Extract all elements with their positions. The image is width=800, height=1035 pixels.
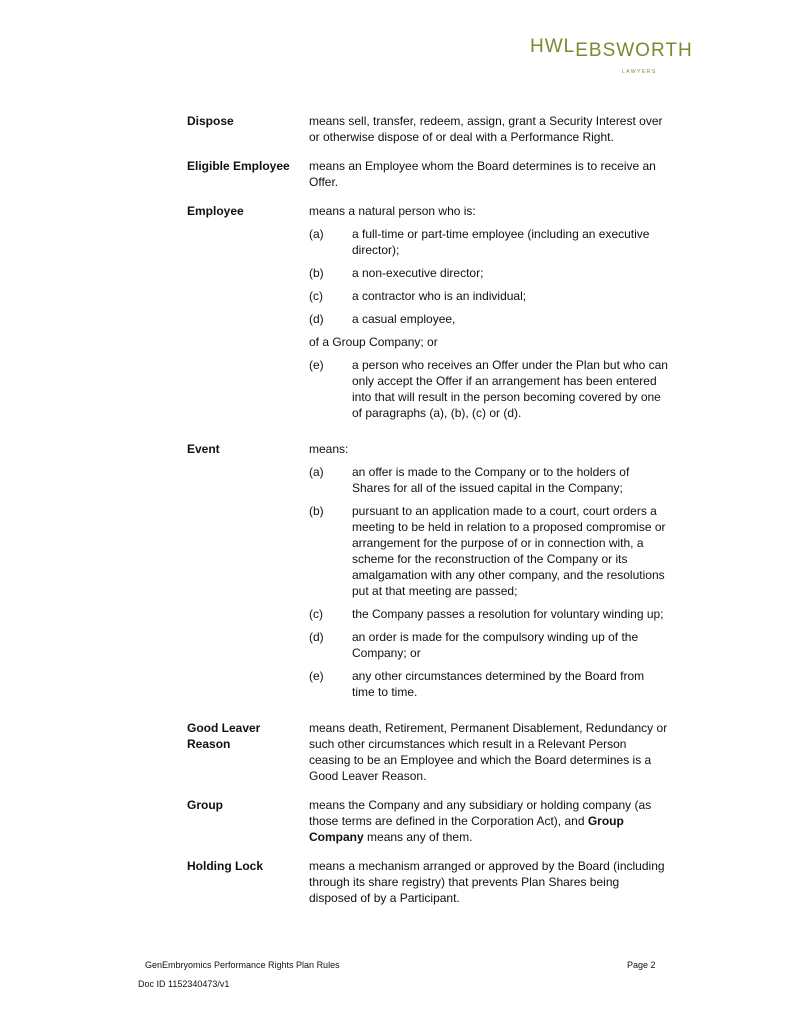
- definition-group: [187, 797, 677, 845]
- definition-text: means death, Retirement, Permanent Disablement, Redundancy or such other circumstances which result in a Relevant Person ceasing to be an Employee and which the Board determines is a Good Leaver Reason.: [309, 721, 668, 783]
- definition-text: means any of them.: [363, 830, 473, 844]
- hwl-ebsworth-logo: [530, 36, 693, 80]
- term-line: Good Leaver: [187, 721, 261, 735]
- definition-text: means sell, transfer, redeem, assign, grant a Security Interest over or otherwise dispose of or deal with a Performance Right.: [309, 114, 663, 144]
- item-label: (b): [309, 266, 324, 280]
- item-text: a casual employee,: [352, 312, 456, 326]
- definition-dispose: [187, 113, 677, 145]
- item-label: (c): [309, 289, 323, 303]
- item-label: (b): [309, 504, 324, 518]
- definition-employee: [187, 203, 677, 428]
- item-text: any other circumstances determined by the Board from time to time.: [352, 669, 645, 699]
- item-text: a contractor who is an individual;: [352, 289, 527, 303]
- definition-text: means an Employee whom the Board determines is to receive an Offer.: [309, 159, 656, 189]
- defined-term-inline: Group Company: [309, 814, 624, 844]
- definition-body: [309, 797, 669, 845]
- definition-good-leaver-reason: [187, 720, 677, 784]
- list-item: [309, 226, 669, 258]
- list-item: [309, 357, 669, 421]
- item-label: (e): [309, 358, 324, 372]
- term: [187, 720, 309, 784]
- definition-intro: means:: [309, 442, 349, 456]
- item-label: (d): [309, 630, 324, 644]
- logo-lawyers: LAWYERS: [622, 69, 657, 75]
- item-label: (e): [309, 669, 324, 683]
- definition-middle: of a Group Company; or: [309, 335, 438, 349]
- term: Holding Lock: [187, 859, 263, 873]
- logo-wordmark: [530, 36, 693, 62]
- page-number: Page 2: [627, 960, 656, 970]
- doc-id: Doc ID 1152340473/v1: [138, 979, 230, 989]
- item-text: an offer is made to the Company or to the holders of Shares for all of the issued capital in the Company;: [352, 465, 630, 495]
- definition-text: means a mechanism arranged or approved by the Board (including through its share registry) that prevents Plan Shares being disposed of by a Participant.: [309, 859, 665, 905]
- list-item: [309, 464, 669, 496]
- item-text: a non-executive director;: [352, 266, 484, 280]
- definitions-list: [187, 113, 677, 919]
- item-text: a person who receives an Offer under the Plan but who can only accept the Offer if an arrangement has been entered into that will result in the person becoming covered by one of paragraphs (a), (b), (c) or (d).: [352, 358, 668, 420]
- term: Eligible Employee: [187, 159, 290, 173]
- item-label: (c): [309, 607, 323, 621]
- definition-eligible-employee: [187, 158, 677, 190]
- definition-intro: means a natural person who is:: [309, 204, 476, 218]
- list-item: [309, 503, 669, 599]
- definition-holding-lock: [187, 858, 677, 906]
- item-label: (a): [309, 465, 324, 479]
- term: Group: [187, 798, 223, 812]
- definition-body: [309, 441, 669, 707]
- definition-text: means the Company and any subsidiary or holding company (as those terms are defined in the Corporation Act), and: [309, 798, 652, 828]
- list-item: [309, 311, 669, 327]
- footer-title: GenEmbryomics Performance Rights Plan Rules: [145, 960, 340, 970]
- term: Employee: [187, 204, 244, 218]
- list-item: [309, 668, 669, 700]
- definition-event: [187, 441, 677, 707]
- logo-hwl: HWL: [530, 36, 576, 57]
- item-label: (a): [309, 227, 324, 241]
- logo-ebsworth: EBSWORTH: [575, 40, 693, 61]
- item-text: an order is made for the compulsory winding up of the Company; or: [352, 630, 639, 660]
- list-item: [309, 288, 669, 304]
- term: Dispose: [187, 114, 234, 128]
- definition-body: [309, 203, 669, 428]
- list-item: [309, 265, 669, 281]
- term: Event: [187, 442, 220, 456]
- item-label: (d): [309, 312, 324, 326]
- list-item: [309, 629, 669, 661]
- term-line: Reason: [187, 737, 231, 751]
- item-text: a full-time or part-time employee (including an executive director);: [352, 227, 650, 257]
- item-text: the Company passes a resolution for voluntary winding up;: [352, 607, 664, 621]
- item-text: pursuant to an application made to a court, court orders a meeting to be held in relation to a proposed compromise or arrangement for the purpose of or in connection with, a scheme for the reconstruction of the Company or its amalgamation with any other company, and the resolutions put at that meeting are passed;: [352, 504, 666, 598]
- list-item: [309, 606, 669, 622]
